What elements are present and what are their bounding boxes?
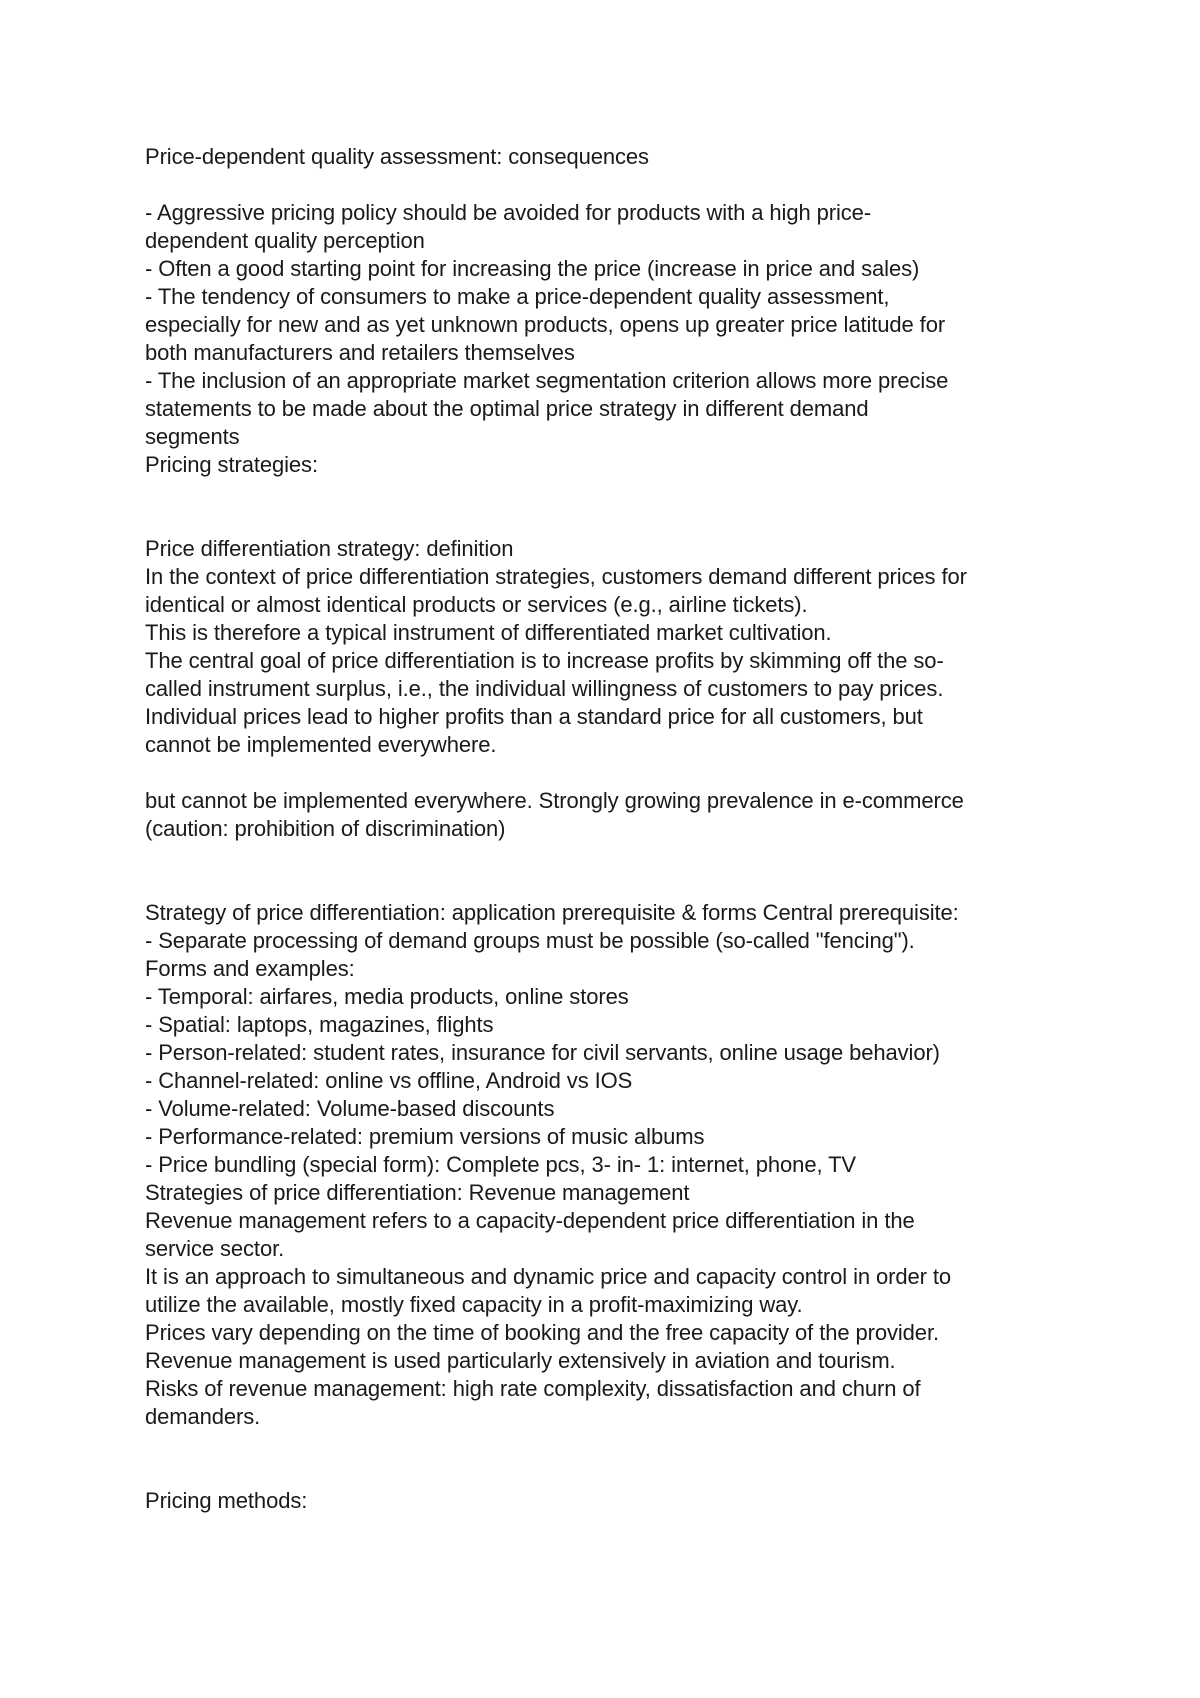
- list-item: - Person-related: student rates, insurance for civil servants, online usage behavior): [145, 1040, 940, 1065]
- text-line: - Separate processing of demand groups must be possible (so-called "fencing").: [145, 928, 915, 953]
- blank-line: [145, 871, 1075, 899]
- text-line: called instrument surplus, i.e., the individual willingness of customers to pay prices.: [145, 676, 944, 701]
- list-item: - Temporal: airfares, media products, online stores: [145, 984, 629, 1009]
- text-line: Revenue management refers to a capacity-dependent price differentiation in the: [145, 1208, 915, 1233]
- heading-application-prerequisite: Strategy of price differentiation: application prerequisite & forms Central prerequisite:: [145, 900, 959, 925]
- blank-line: [145, 843, 1075, 871]
- text-line: statements to be made about the optimal price strategy in different demand: [145, 396, 869, 421]
- text-line: segments: [145, 424, 240, 449]
- text-line: Prices vary depending on the time of booking and the free capacity of the provider.: [145, 1320, 939, 1345]
- blank-line: [145, 759, 1075, 787]
- heading-pricing-strategies: Pricing strategies:: [145, 452, 318, 477]
- text-line: Individual prices lead to higher profits than a standard price for all customers, but: [145, 704, 923, 729]
- text-line: both manufacturers and retailers themselves: [145, 340, 575, 365]
- list-item: - Spatial: laptops, magazines, flights: [145, 1012, 494, 1037]
- text-line: identical or almost identical products or services (e.g., airline tickets).: [145, 592, 808, 617]
- text-line: Revenue management is used particularly extensively in aviation and tourism.: [145, 1348, 896, 1373]
- blank-line: [145, 171, 1075, 199]
- blank-line: [145, 507, 1075, 535]
- text-line: utilize the available, mostly fixed capacity in a profit-maximizing way.: [145, 1292, 803, 1317]
- text-line: (caution: prohibition of discrimination): [145, 816, 506, 841]
- heading-revenue-management: Strategies of price differentiation: Revenue management: [145, 1180, 690, 1205]
- blank-line: [145, 1459, 1075, 1487]
- text-line: - Aggressive pricing policy should be avoided for products with a high price-: [145, 200, 872, 225]
- text-line: The central goal of price differentiation is to increase profits by skimming off the so-: [145, 648, 944, 673]
- text-line: especially for new and as yet unknown products, opens up greater price latitude for: [145, 312, 946, 337]
- list-item: - Volume-related: Volume-based discounts: [145, 1096, 555, 1121]
- text-line: This is therefore a typical instrument of differentiated market cultivation.: [145, 620, 832, 645]
- blank-line: [145, 479, 1075, 507]
- text-line: service sector.: [145, 1236, 285, 1261]
- list-item: - Performance-related: premium versions of music albums: [145, 1124, 705, 1149]
- text-line: - The inclusion of an appropriate market segmentation criterion allows more precise: [145, 368, 949, 393]
- text-line: It is an approach to simultaneous and dynamic price and capacity control in order to: [145, 1264, 952, 1289]
- subheading-forms-examples: Forms and examples:: [145, 956, 355, 981]
- text-line: In the context of price differentiation strategies, customers demand different prices for: [145, 564, 967, 589]
- text-line: - Often a good starting point for increasing the price (increase in price and sales): [145, 256, 920, 281]
- text-line: - The tendency of consumers to make a price-dependent quality assessment,: [145, 284, 890, 309]
- text-line: dependent quality perception: [145, 228, 425, 253]
- list-item: - Channel-related: online vs offline, Android vs IOS: [145, 1068, 633, 1093]
- text-line: but cannot be implemented everywhere. Strongly growing prevalence in e-commerce: [145, 788, 964, 813]
- heading-price-differentiation-definition: Price differentiation strategy: definition: [145, 536, 514, 561]
- text-line: cannot be implemented everywhere.: [145, 732, 497, 757]
- heading-pricing-methods: Pricing methods:: [145, 1488, 308, 1513]
- text-line: Risks of revenue management: high rate complexity, dissatisfaction and churn of: [145, 1376, 921, 1401]
- heading-quality-assessment: Price-dependent quality assessment: consequences: [145, 144, 649, 169]
- list-item: - Price bundling (special form): Complete pcs, 3- in- 1: internet, phone, TV: [145, 1152, 856, 1177]
- document-body: [145, 143, 1075, 1515]
- text-line: demanders.: [145, 1404, 261, 1429]
- blank-line: [145, 1431, 1075, 1459]
